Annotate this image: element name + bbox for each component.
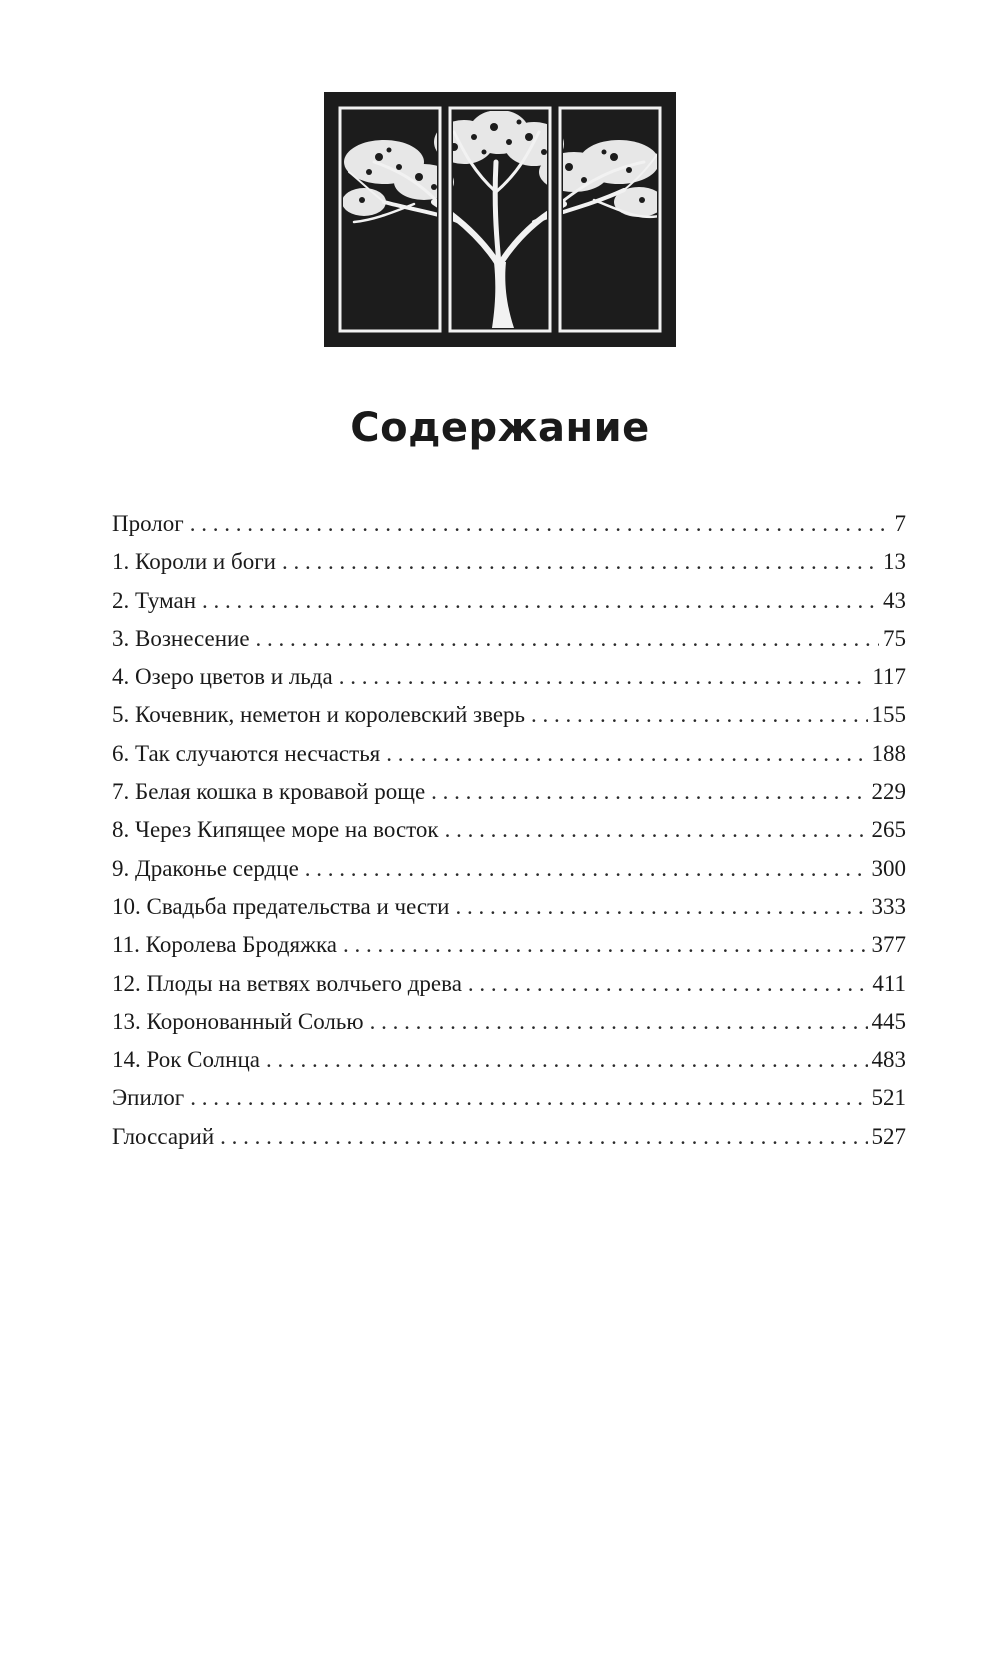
dot-leader — [531, 696, 867, 734]
toc-entry-page-number: 117 — [872, 664, 906, 690]
toc-entry-title: 1. Короли и боги — [112, 549, 276, 575]
dot-leader — [266, 1041, 868, 1079]
toc-entry-page-number: 75 — [883, 625, 906, 651]
dot-leader — [190, 1079, 867, 1117]
tree-triptych-icon — [324, 92, 676, 347]
toc-entry-page-number: 13 — [883, 549, 906, 575]
dot-leader — [202, 582, 879, 620]
toc-entry-page-number: 265 — [871, 817, 906, 843]
dot-leader — [431, 773, 867, 811]
toc-entry-title: 12. Плоды на ветвях волчьего древа — [112, 970, 462, 996]
toc-entry-title: Пролог — [112, 511, 184, 536]
toc-entry-page-number: 445 — [871, 1008, 906, 1034]
dot-leader — [282, 543, 879, 581]
toc-entry-title: 14. Рок Солнца — [112, 1047, 260, 1073]
toc-entry — [112, 888, 906, 926]
toc-entry-page-number: 300 — [871, 855, 906, 881]
toc-entry-title: 11. Королева Бродяжка — [112, 932, 337, 958]
toc-entry — [112, 505, 906, 543]
toc-entry-title: 10. Свадьба предательства и чести — [112, 893, 450, 919]
toc-entry-title: 6. Так случаются несчастья — [112, 740, 381, 766]
toc-entry — [112, 543, 906, 581]
toc-entry — [112, 582, 906, 620]
dot-leader — [386, 735, 867, 773]
dot-leader — [190, 505, 891, 543]
toc-entry-page-number: 411 — [872, 970, 906, 996]
page-title: Содержание — [350, 404, 650, 451]
toc-entry-title: 2. Туман — [112, 587, 197, 613]
dot-leader — [370, 1003, 868, 1041]
dot-leader — [220, 1118, 867, 1156]
toc-entry-title: 5. Кочевник, неметон и королевский зверь — [112, 702, 526, 728]
toc-entry-title: 13. Коронованный Солью — [112, 1008, 364, 1034]
dot-leader — [468, 965, 868, 1003]
toc-entry — [112, 850, 906, 888]
toc-entry — [112, 1003, 906, 1041]
toc-entry-page-number: 43 — [883, 587, 906, 613]
toc-entry — [112, 926, 906, 964]
dot-leader — [445, 811, 868, 849]
toc-entry-page-number: 521 — [871, 1085, 906, 1111]
dot-leader — [256, 620, 879, 658]
toc-entry-title: 3. Вознесение — [112, 625, 250, 651]
toc-entry — [112, 1079, 906, 1117]
toc-entry — [112, 1118, 906, 1156]
toc-entry-page-number: 333 — [871, 893, 906, 919]
toc-entry-page-number: 527 — [871, 1123, 906, 1149]
toc-entry-page-number: 229 — [871, 779, 906, 805]
dot-leader — [455, 888, 867, 926]
toc-entry-title: 8. Через Кипящее море на восток — [112, 817, 439, 843]
dot-leader — [343, 926, 868, 964]
toc-entry-page-number: 483 — [871, 1047, 906, 1073]
toc-entry-page-number: 188 — [871, 740, 906, 766]
toc-entry — [112, 696, 906, 734]
toc-entry — [112, 735, 906, 773]
toc-entry-title: 4. Озеро цветов и льда — [112, 664, 333, 690]
toc-entry — [112, 658, 906, 696]
toc-entry-page-number: 155 — [871, 702, 906, 728]
dot-leader — [339, 658, 869, 696]
toc-entry — [112, 811, 906, 849]
toc-entry-page-number: 377 — [871, 932, 906, 958]
toc-entry — [112, 1041, 906, 1079]
toc-entry-title: 9. Драконье сердце — [112, 855, 299, 881]
dot-leader — [305, 850, 868, 888]
toc-entry-title: Эпилог — [112, 1085, 185, 1111]
toc-entry-title: Глоссарий — [112, 1123, 215, 1149]
toc-entry-page-number: 7 — [894, 511, 906, 536]
toc-entry — [112, 620, 906, 658]
toc-entry — [112, 965, 906, 1003]
table-of-contents — [112, 505, 906, 1156]
toc-entry-title: 7. Белая кошка в кровавой роще — [112, 779, 426, 805]
toc-entry — [112, 773, 906, 811]
